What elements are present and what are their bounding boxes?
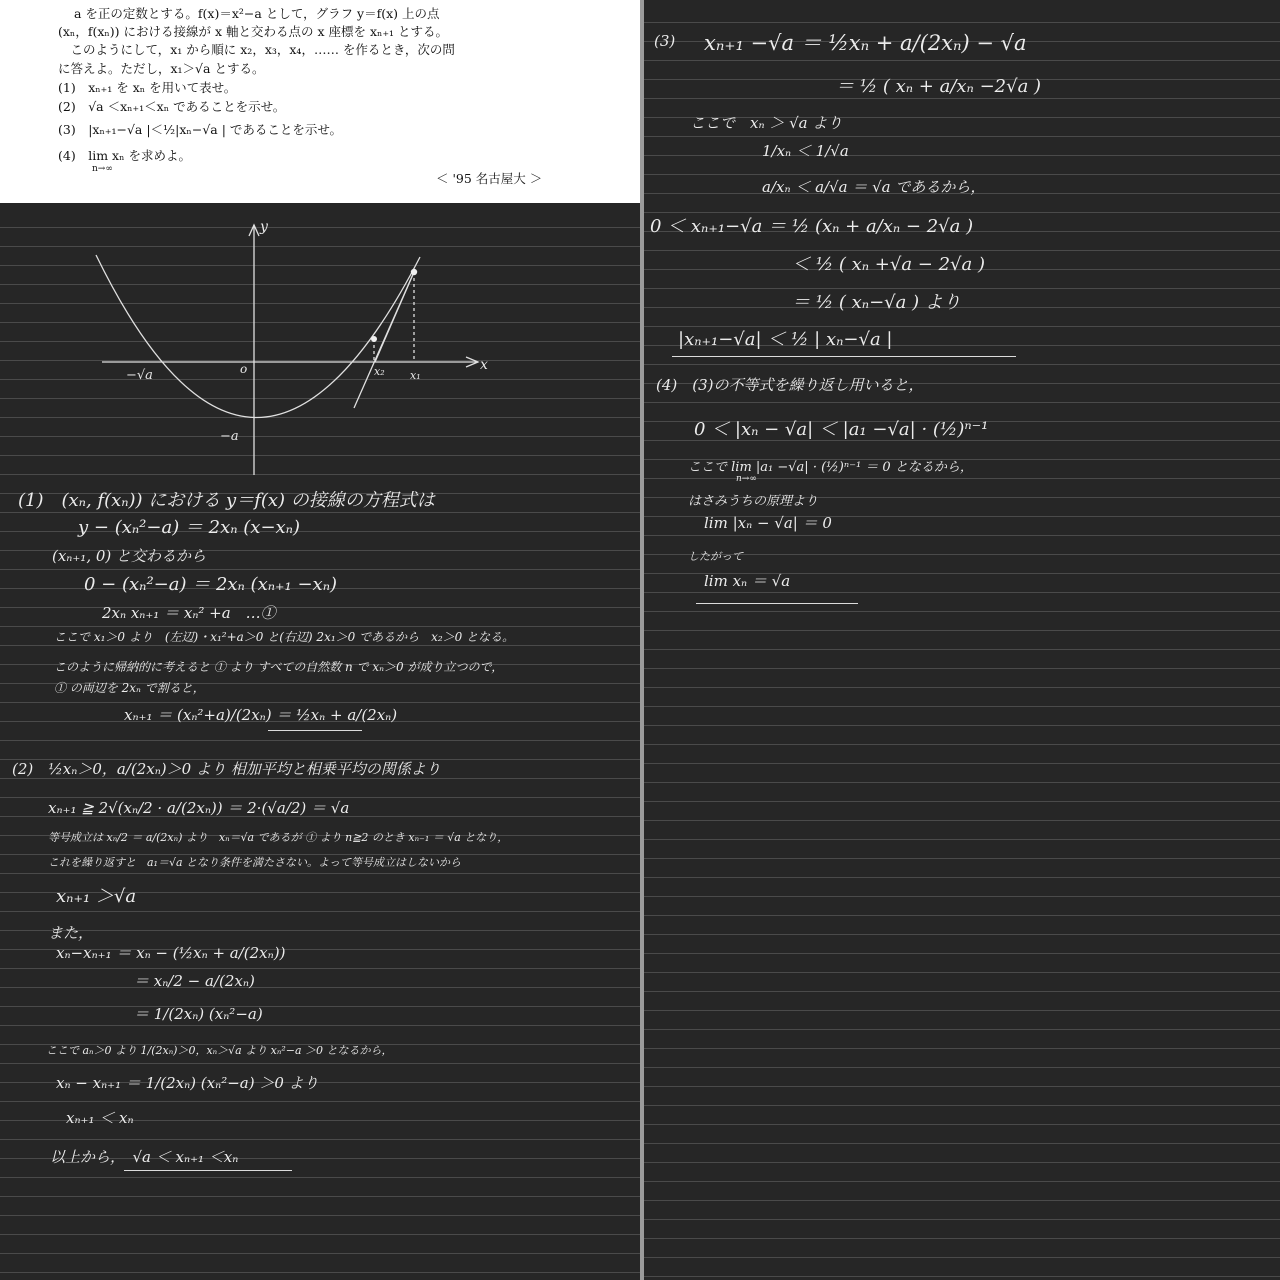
vertex-label: −a: [220, 429, 239, 444]
part4-line: ここで lim |a₁ −√a| · (½)ⁿ⁻¹ ＝ 0 となるから，: [688, 460, 973, 475]
part2-line: ＝ 1/(2xₙ) (xₙ²−a): [134, 1005, 263, 1023]
part3-line: a/xₙ ＜ a/√a ＝ √a であるから，: [762, 178, 986, 196]
part3-line: 1/xₙ ＜ 1/√a: [762, 142, 849, 160]
problem-line: このようにして，x₁ から順に x₂，x₃，x₄，…… を作るとき，次の問: [58, 42, 455, 57]
part3-line: ここで xₙ ＞ √a より: [690, 114, 843, 132]
part2-line: xₙ₊₁ ＜ xₙ: [66, 1109, 134, 1127]
part3-line: xₙ₊₁ −√a ＝ ½xₙ + a/(2xₙ) − √a: [704, 31, 1027, 55]
part2-answer: 以上から， √a ＜ xₙ₊₁ ＜xₙ: [50, 1148, 239, 1166]
parabola-sketch: [0, 203, 640, 493]
part4-answer: lim xₙ ＝ √a: [704, 572, 791, 590]
part2-line: ＝ xₙ/2 − a/(2xₙ): [134, 972, 255, 990]
part1-line: このように帰納的に考えると ① より すべての自然数 n で xₙ＞0 が成り立つので，: [54, 660, 504, 674]
part1-answer: xₙ₊₁ ＝ (xₙ²+a)/(2xₙ) ＝ ½xₙ + a/(2xₙ): [124, 706, 398, 724]
part4-line: lim |xₙ − √a| ＝ 0: [704, 514, 832, 532]
question-4: (4) lim xₙ を求めよ。: [58, 148, 191, 163]
point-x1: [411, 269, 417, 275]
part3-answer-underline: [672, 356, 1016, 357]
part1-line: (xₙ₊₁, 0) と交わるから: [52, 547, 207, 565]
part4-limit-subscript: n→∞: [736, 474, 757, 484]
part2-line: xₙ₊₁ ＞√a: [56, 886, 137, 907]
part1-line: ここで x₁＞0 より (左辺)・x₁²+a＞0 と(右辺) 2x₁＞0 であるから x₂＞0 となる。: [54, 630, 515, 644]
y-axis-label: y: [260, 219, 268, 235]
point-x2: [371, 336, 377, 342]
question-2: (2) √a ＜xₙ₊₁＜xₙ であることを示せ。: [58, 99, 286, 114]
x-axis-label: x: [480, 357, 488, 373]
part4-line: 0 ＜ |xₙ − √a| ＜ |a₁ −√a| · (½)ⁿ⁻¹: [694, 419, 989, 440]
part2-line: ここで aₙ＞0 より 1/(2xₙ)＞0，xₙ＞√a より xₙ²−a ＞0 となるから，: [46, 1044, 393, 1057]
problem-line: a を正の定数とする。f(x)＝x²−a として，グラフ y＝f(x) 上の点: [74, 6, 440, 21]
part2-line: xₙ − xₙ₊₁ ＝ 1/(2xₙ) (xₙ²−a) ＞0 より: [56, 1074, 319, 1092]
part1-line: (1) (xₙ, f(xₙ)) における y＝f(x) の接線の方程式は: [18, 490, 435, 511]
problem-statement: [0, 0, 640, 203]
part4-answer-underline: [696, 603, 858, 604]
part2-line: また，: [48, 924, 94, 942]
question-4-limit-subscript: n→∞: [92, 164, 113, 174]
question-3: (3) |xₙ₊₁−√a |＜½|xₙ−√a | であることを示せ。: [58, 122, 343, 137]
part4-line: はさみうちの原理より: [688, 494, 819, 509]
problem-line: (xₙ，f(xₙ)) における接線が x 軸と交わる点の x 座標を xₙ₊₁ とする。: [58, 24, 449, 39]
neg-root-label: −√a: [126, 368, 153, 383]
x2-label: x₂: [374, 365, 385, 378]
part3-line: ＜ ½ ( xₙ +√a − 2√a ): [792, 254, 986, 275]
origin-label: o: [240, 362, 248, 376]
part2-answer-underline: [124, 1170, 292, 1171]
problem-source: ＜ '95 名古屋大 ＞: [436, 171, 543, 186]
question-1: (1) xₙ₊₁ を xₙ を用いて表せ。: [58, 80, 237, 95]
part3-line: ＝ ½ ( xₙ−√a ) より: [792, 292, 961, 313]
part2-line: 等号成立は xₙ/2 ＝ a/(2xₙ) より xₙ＝√a であるが ① より n≧2 のとき xₙ₋₁ ＝ √a となり，: [48, 831, 509, 844]
part1-line: y − (xₙ²−a) ＝ 2xₙ (x−xₙ): [78, 517, 301, 538]
parabola-curve: [96, 255, 420, 418]
part2-line: これを繰り返すと a₁＝√a となり条件を満たさない。よって等号成立はしないから: [48, 856, 462, 869]
tangent-line-2: [375, 272, 414, 362]
part3-label: (3): [654, 32, 676, 50]
part1-line: 2xₙ xₙ₊₁ ＝ xₙ² +a …①: [102, 604, 276, 622]
part4-line: (4) (3)の不等式を繰り返し用いると，: [656, 376, 924, 394]
x1-label: x₁: [410, 369, 421, 382]
part2-line: (2) ½xₙ＞0，a/(2xₙ)＞0 より 相加平均と相乗平均の関係より: [12, 760, 441, 778]
problem-line: に答えよ。ただし，x₁＞√a とする。: [58, 61, 265, 76]
part1-answer-underline: [268, 730, 362, 731]
part3-answer: |xₙ₊₁−√a| ＜ ½ | xₙ−√a |: [678, 329, 893, 350]
part1-line: 0 − (xₙ²−a) ＝ 2xₙ (xₙ₊₁ −xₙ): [84, 574, 338, 595]
part2-line: xₙ₊₁ ≧ 2√(xₙ/2 · a/(2xₙ)) ＝ 2·(√a/2) ＝ √a: [48, 799, 350, 817]
part3-line: 0 ＜ xₙ₊₁−√a ＝ ½ (xₙ + a/xₙ − 2√a ): [650, 216, 974, 237]
part1-line: ① の両辺を 2xₙ で割ると，: [54, 681, 205, 695]
part2-line: xₙ−xₙ₊₁ ＝ xₙ − (½xₙ + a/(2xₙ)): [56, 944, 286, 962]
part4-line: したがって: [688, 550, 743, 563]
part3-line: ＝ ½ ( xₙ + a/xₙ −2√a ): [836, 76, 1042, 97]
